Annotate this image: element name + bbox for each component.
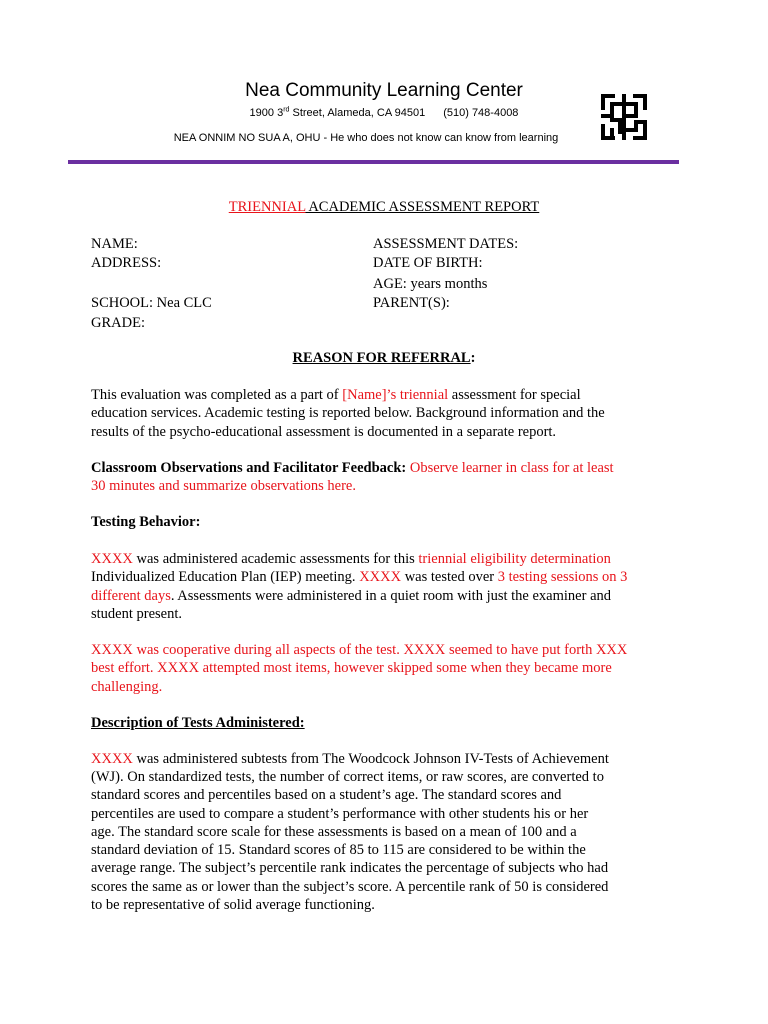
tests-text: was administered subtests from The Woodcock Johnson IV-Tests of Achievement bbox=[132, 751, 609, 767]
address-ordinal: rd bbox=[283, 106, 290, 114]
field-assessment-dates: ASSESSMENT DATES: bbox=[373, 236, 519, 252]
student-placeholder: XXXX bbox=[359, 569, 402, 585]
letterhead-divider bbox=[68, 160, 679, 164]
tests-line-5: age. The standard score scale for these assessments is based on a mean of 100 and a bbox=[91, 824, 577, 840]
reason-heading-colon: : bbox=[470, 350, 476, 366]
testing-text: Individualized Education Plan (IEP) meeting. bbox=[91, 569, 360, 585]
reason-text: This evaluation was completed as a part of bbox=[91, 387, 343, 403]
tests-line-9: to be representative of solid average functioning. bbox=[91, 897, 375, 913]
days-placeholder: different days bbox=[91, 588, 171, 604]
report-title bbox=[0, 199, 768, 216]
determination-placeholder: triennial eligibility determination bbox=[418, 551, 611, 567]
testing-line-4: student present. bbox=[91, 606, 183, 622]
tests-line-3: standard scores and percentiles based on a student’s age. The standard scores and bbox=[91, 787, 562, 803]
report-title-triennial: TRIENNIAL bbox=[228, 199, 306, 215]
report-title-rest: ACADEMIC ASSESSMENT REPORT bbox=[305, 199, 540, 215]
nea-onnim-symbol-icon bbox=[599, 92, 649, 142]
tests-line-7: average range. The subject’s percentile rank indicates the percentage of subjects who had bbox=[91, 860, 609, 876]
field-parents: PARENT(S): bbox=[373, 295, 450, 311]
observations-line-1 bbox=[91, 459, 614, 477]
reason-heading bbox=[0, 350, 768, 367]
reason-heading-text: REASON FOR REFERRAL bbox=[292, 350, 471, 366]
tests-line-6: standard deviation of 15. Standard scores of 85 to 115 are considered to be within the bbox=[91, 842, 586, 858]
field-grade: GRADE: bbox=[91, 315, 145, 331]
student-placeholder: XXXX bbox=[91, 551, 133, 567]
testing-line-3 bbox=[91, 587, 611, 605]
reason-name-placeholder: [Name]’s triennial bbox=[342, 387, 449, 403]
address-street-number: 1900 3 bbox=[249, 107, 284, 119]
address-street: Street, Alameda, CA 94501 bbox=[289, 107, 426, 119]
field-date-of-birth: DATE OF BIRTH: bbox=[373, 255, 483, 271]
field-school: SCHOOL: Nea CLC bbox=[91, 295, 212, 311]
reason-line-2: education services. Academic testing is reported below. Background information and the bbox=[91, 405, 605, 421]
tests-line-2: (WJ). On standardized tests, the number of correct items, or raw scores, are converted to bbox=[91, 769, 604, 785]
testing-behavior-heading: Testing Behavior: bbox=[91, 514, 201, 530]
field-name: NAME: bbox=[91, 236, 138, 252]
observations-label: Classroom Observations and Facilitator Feedback: bbox=[91, 460, 407, 476]
cooperation-line-1: XXXX was cooperative during all aspects of the test. XXXX seemed to have put forth XXX bbox=[91, 642, 628, 658]
observations-instruction: Observe learner in class for at least bbox=[406, 460, 614, 476]
tests-line-8: scores the same as or lower than the subject’s score. A percentile rank of 50 is considered bbox=[91, 879, 609, 895]
field-age: AGE: years months bbox=[373, 276, 488, 292]
observations-line-2: 30 minutes and summarize observations here. bbox=[91, 478, 356, 494]
testing-line-2 bbox=[91, 568, 627, 586]
reason-text: assessment for special bbox=[448, 387, 581, 403]
reason-line-3: results of the psycho-educational assessment is documented in a separate report. bbox=[91, 424, 557, 440]
reason-line-1 bbox=[91, 386, 581, 404]
testing-text: was tested over bbox=[401, 569, 498, 585]
tests-heading: Description of Tests Administered: bbox=[91, 715, 305, 731]
student-placeholder: XXXX bbox=[91, 751, 133, 767]
organization-address bbox=[0, 107, 768, 119]
sessions-placeholder: 3 testing sessions on 3 bbox=[497, 569, 628, 585]
cooperation-line-2: best effort. XXXX attempted most items, however skipped some when they became more bbox=[91, 660, 612, 676]
organization-phone: (510) 748-4008 bbox=[443, 107, 519, 119]
tests-line-4: percentiles are used to compare a student’s performance with other students his or her bbox=[91, 806, 589, 822]
cooperation-line-3: challenging. bbox=[91, 679, 163, 695]
testing-line-1 bbox=[91, 550, 611, 568]
testing-text: . Assessments were administered in a quiet room with just the examiner and bbox=[170, 588, 611, 604]
organization-name: Nea Community Learning Center bbox=[245, 80, 523, 101]
tests-line-1 bbox=[91, 750, 609, 768]
field-address: ADDRESS: bbox=[91, 255, 162, 271]
testing-text: was administered academic assessments for this bbox=[132, 551, 419, 567]
organization-motto: NEA ONNIM NO SUA A, OHU - He who does not know can know from learning bbox=[173, 132, 559, 144]
